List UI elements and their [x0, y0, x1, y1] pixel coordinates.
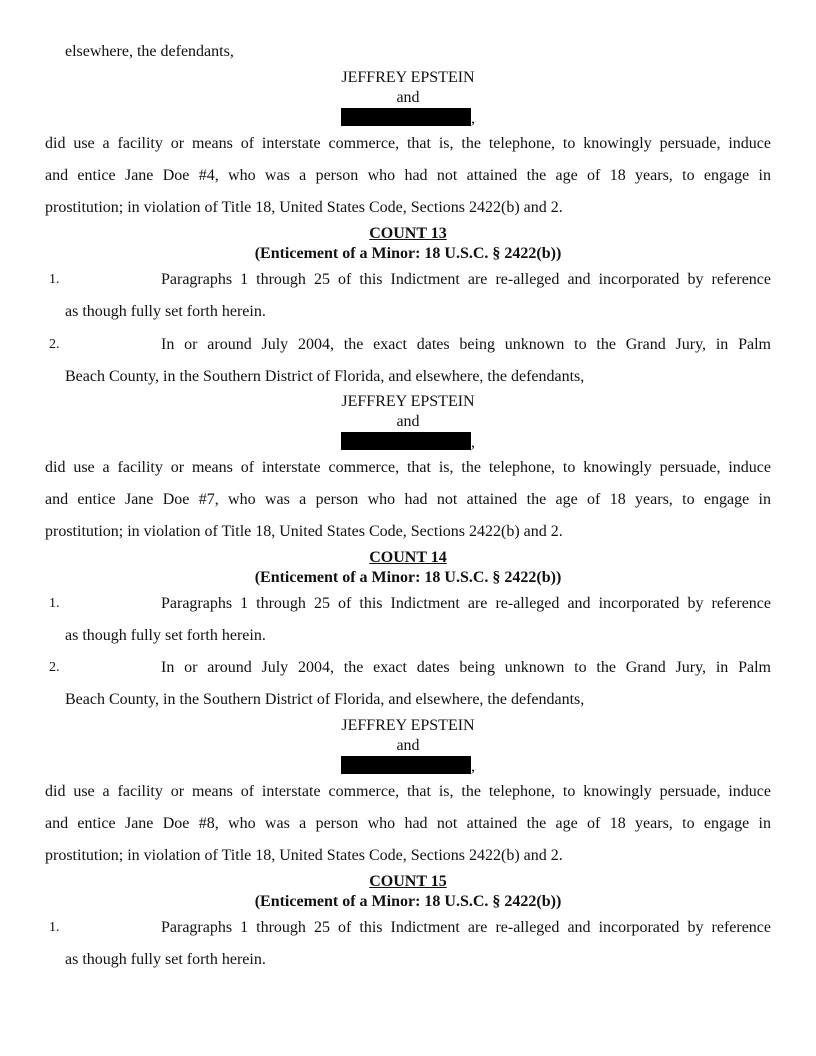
charge-line: and entice Jane Doe #4, who was a person who had not attained the age of 18 years, to engage in	[45, 167, 771, 184]
redaction-box	[341, 108, 471, 126]
count-title: COUNT 15	[369, 873, 447, 890]
paragraph-number: 1.	[49, 272, 60, 287]
defendant-name: JEFFREY EPSTEIN	[341, 717, 475, 734]
paragraph-number: 2.	[49, 337, 60, 352]
paragraph-text: as though fully set forth herein.	[65, 627, 266, 644]
charge-line: did use a facility or means of interstate commerce, that is, the telephone, to knowingly persuade, induce	[45, 135, 771, 152]
conjunction: and	[396, 413, 420, 430]
paragraph-text: Beach County, in the Southern District of Florida, and elsewhere, the defendants,	[65, 691, 585, 708]
paragraph-text: In or around July 2004, the exact dates being unknown to the Grand Jury, in Palm	[161, 336, 771, 353]
redacted-codefendant: ,	[341, 756, 475, 777]
intro-line: elsewhere, the defendants,	[65, 43, 234, 60]
paragraph-text: Paragraphs 1 through 25 of this Indictment are re-alleged and incorporated by reference	[161, 919, 771, 936]
redaction-box	[341, 432, 471, 450]
count-subtitle: (Enticement of a Minor: 18 U.S.C. § 2422(b))	[254, 569, 562, 586]
charge-line: prostitution; in violation of Title 18, United States Code, Sections 2422(b) and 2.	[45, 847, 563, 864]
paragraph-text: Beach County, in the Southern District of Florida, and elsewhere, the defendants,	[65, 368, 585, 385]
paragraph-text: as though fully set forth herein.	[65, 951, 266, 968]
paragraph-text: Paragraphs 1 through 25 of this Indictment are re-alleged and incorporated by reference	[161, 595, 771, 612]
redacted-codefendant: ,	[341, 432, 475, 453]
charge-line: and entice Jane Doe #8, who was a person who had not attained the age of 18 years, to engage in	[45, 815, 771, 832]
count-subtitle: (Enticement of a Minor: 18 U.S.C. § 2422(b))	[254, 245, 562, 262]
paragraph-number: 2.	[49, 660, 60, 675]
paragraph-text: as though fully set forth herein.	[65, 303, 266, 320]
paragraph-number: 1.	[49, 920, 60, 935]
charge-line: did use a facility or means of interstate commerce, that is, the telephone, to knowingly persuade, induce	[45, 783, 771, 800]
paragraph-text: Paragraphs 1 through 25 of this Indictment are re-alleged and incorporated by reference	[161, 271, 771, 288]
defendant-name: JEFFREY EPSTEIN	[341, 69, 475, 86]
redacted-codefendant: ,	[341, 108, 475, 129]
redaction-box	[341, 756, 471, 774]
count-title: COUNT 13	[369, 225, 447, 242]
charge-line: prostitution; in violation of Title 18, United States Code, Sections 2422(b) and 2.	[45, 523, 563, 540]
count-subtitle: (Enticement of a Minor: 18 U.S.C. § 2422(b))	[254, 893, 562, 910]
count-title: COUNT 14	[369, 549, 447, 566]
conjunction: and	[396, 737, 420, 754]
paragraph-text: In or around July 2004, the exact dates being unknown to the Grand Jury, in Palm	[161, 659, 771, 676]
paragraph-number: 1.	[49, 596, 60, 611]
charge-line: and entice Jane Doe #7, who was a person who had not attained the age of 18 years, to engage in	[45, 491, 771, 508]
charge-line: did use a facility or means of interstate commerce, that is, the telephone, to knowingly persuade, induce	[45, 459, 771, 476]
charge-line: prostitution; in violation of Title 18, United States Code, Sections 2422(b) and 2.	[45, 199, 563, 216]
defendant-name: JEFFREY EPSTEIN	[341, 393, 475, 410]
conjunction: and	[396, 89, 420, 106]
